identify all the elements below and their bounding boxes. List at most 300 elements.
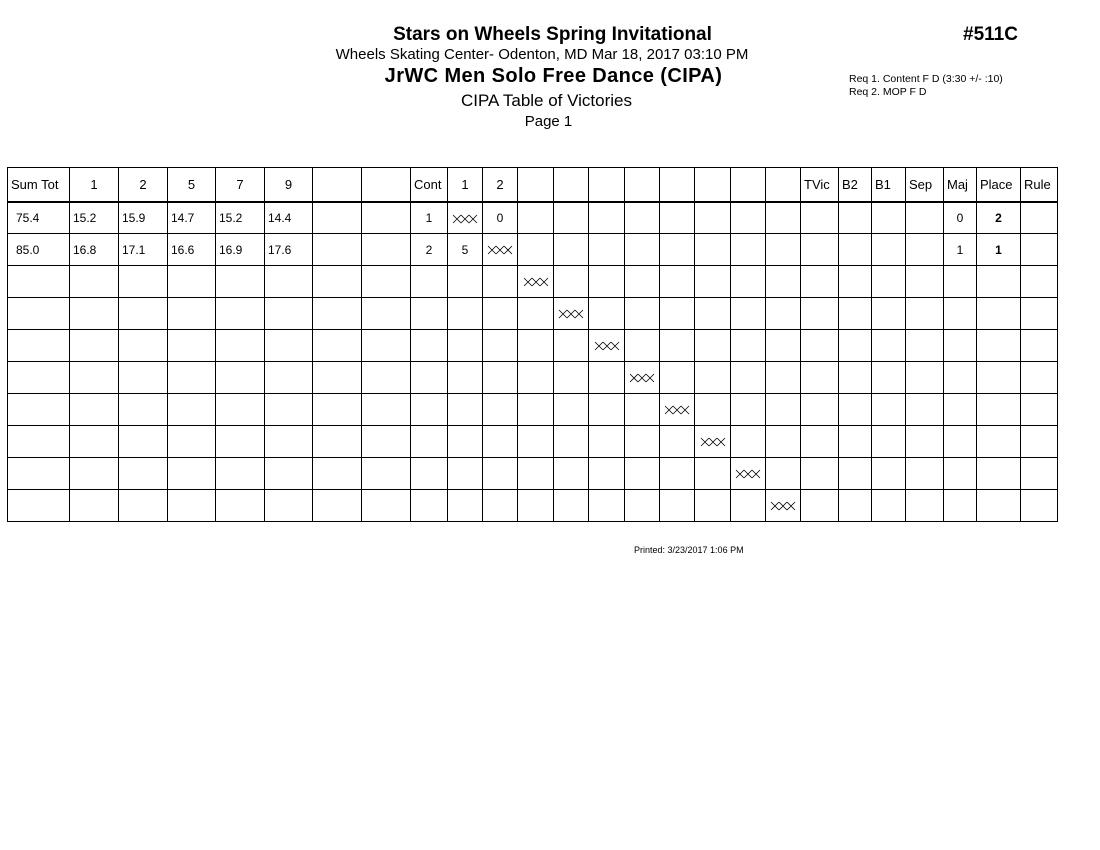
table-cell (766, 202, 801, 234)
table-cell (695, 202, 731, 234)
table-cell (168, 490, 216, 522)
table-cell (362, 266, 411, 298)
diagonal-cell (625, 362, 660, 394)
table-cell (977, 490, 1021, 522)
table-cell (695, 298, 731, 330)
table-cell (70, 362, 119, 394)
table-cell (906, 394, 944, 426)
table-cell (906, 458, 944, 490)
table-cell (660, 458, 695, 490)
table-cell (448, 362, 483, 394)
table-cell (906, 234, 944, 266)
table-cell (977, 330, 1021, 362)
table-cell (448, 266, 483, 298)
table-cell (518, 234, 554, 266)
table-cell (589, 490, 625, 522)
table-cell (313, 362, 362, 394)
table-cell (731, 362, 766, 394)
column-header: 9 (265, 168, 313, 202)
column-header: Rule (1021, 168, 1058, 202)
column-header (554, 168, 589, 202)
table-cell (265, 330, 313, 362)
table-row (8, 202, 1058, 234)
table-cell (766, 298, 801, 330)
table-cell (801, 266, 839, 298)
table-cell (872, 394, 906, 426)
table-cell: 2 (977, 202, 1021, 234)
table-cell: 17.6 (265, 234, 313, 266)
column-header: 5 (168, 168, 216, 202)
table-cell (906, 426, 944, 458)
table-cell (518, 458, 554, 490)
table-cell (554, 394, 589, 426)
table-row (8, 394, 1058, 426)
diagonal-xxx-mark (487, 245, 513, 255)
table-cell (872, 362, 906, 394)
table-cell (801, 330, 839, 362)
table-cell: 14.4 (265, 202, 313, 234)
table-cell (216, 330, 265, 362)
table-cell (695, 234, 731, 266)
table-cell (483, 490, 518, 522)
table-cell (839, 234, 872, 266)
table-cell (906, 298, 944, 330)
table-cell (731, 202, 766, 234)
diagonal-xxx-mark (770, 501, 796, 511)
table-cell (216, 394, 265, 426)
table-cell (168, 330, 216, 362)
table-row (8, 362, 1058, 394)
diagonal-xxx-mark (558, 309, 584, 319)
table-cell (362, 298, 411, 330)
table-row (8, 458, 1058, 490)
table-cell (265, 426, 313, 458)
table-cell (411, 394, 448, 426)
table-cell: 14.7 (168, 202, 216, 234)
table-cell (1021, 202, 1058, 234)
table-cell (872, 490, 906, 522)
table-cell (70, 458, 119, 490)
table-cell: 5 (448, 234, 483, 266)
table-cell (660, 426, 695, 458)
column-header: 1 (70, 168, 119, 202)
table-cell (872, 202, 906, 234)
table-cell (1021, 458, 1058, 490)
table-cell (839, 202, 872, 234)
table-cell (660, 298, 695, 330)
table-cell (168, 266, 216, 298)
table-cell (944, 394, 977, 426)
table-cell (625, 394, 660, 426)
table-cell (216, 298, 265, 330)
table-cell (589, 394, 625, 426)
table-cell (839, 298, 872, 330)
diagonal-cell (589, 330, 625, 362)
competition-title: Stars on Wheels Spring Invitational (393, 24, 712, 45)
table-cell (766, 234, 801, 266)
table-cell (448, 490, 483, 522)
diagonal-xxx-mark (629, 373, 655, 383)
header-row (8, 168, 1058, 202)
table-cell (483, 362, 518, 394)
table-cell (695, 394, 731, 426)
table-cell (731, 490, 766, 522)
table-cell (872, 298, 906, 330)
diagonal-xxx-mark (523, 277, 549, 287)
diagonal-xxx-mark (700, 437, 726, 447)
table-cell (518, 426, 554, 458)
table-cell (313, 298, 362, 330)
table-cell: 15.2 (70, 202, 119, 234)
diagonal-cell (660, 394, 695, 426)
table-cell (518, 330, 554, 362)
table-cell (411, 266, 448, 298)
table-cell (483, 394, 518, 426)
table-cell (625, 202, 660, 234)
table-cell (839, 266, 872, 298)
table-cell (313, 426, 362, 458)
diagonal-xxx-mark (735, 469, 761, 479)
table-cell (518, 202, 554, 234)
table-cell (731, 298, 766, 330)
table-cell (589, 202, 625, 234)
table-cell (483, 426, 518, 458)
table-cell (1021, 330, 1058, 362)
table-cell (362, 202, 411, 234)
table-row (8, 426, 1058, 458)
table-cell (625, 298, 660, 330)
table-cell (8, 394, 70, 426)
table-cell (660, 362, 695, 394)
table-cell (70, 490, 119, 522)
column-header (589, 168, 625, 202)
table-cell (265, 394, 313, 426)
table-cell (731, 394, 766, 426)
table-cell (944, 330, 977, 362)
table-cell (448, 426, 483, 458)
table-cell (589, 234, 625, 266)
column-header: 7 (216, 168, 265, 202)
column-header: B2 (839, 168, 872, 202)
table-cell (411, 490, 448, 522)
table-cell (906, 330, 944, 362)
table-cell (554, 458, 589, 490)
table-cell (906, 202, 944, 234)
column-header: Sep (906, 168, 944, 202)
table-cell (801, 298, 839, 330)
table-cell (554, 362, 589, 394)
table-cell (313, 458, 362, 490)
table-cell: 15.9 (119, 202, 168, 234)
table-cell (119, 394, 168, 426)
table-cell (119, 490, 168, 522)
column-header (362, 168, 411, 202)
table-cell (839, 362, 872, 394)
table-cell (766, 426, 801, 458)
table-cell (483, 330, 518, 362)
column-header (660, 168, 695, 202)
table-cell (977, 458, 1021, 490)
table-cell (554, 426, 589, 458)
table-cell (872, 426, 906, 458)
table-row (8, 266, 1058, 298)
table-cell (660, 330, 695, 362)
table-cell: 75.4 (8, 202, 70, 234)
table-cell (483, 266, 518, 298)
table-cell: 85.0 (8, 234, 70, 266)
table-cell (411, 426, 448, 458)
table-cell (625, 490, 660, 522)
table-cell (589, 426, 625, 458)
event-number: #511C (963, 24, 1018, 45)
table-cell (731, 330, 766, 362)
table-cell (518, 490, 554, 522)
table-row (8, 490, 1058, 522)
column-header: Maj (944, 168, 977, 202)
table-cell (839, 490, 872, 522)
table-cell (216, 266, 265, 298)
table-cell (8, 362, 70, 394)
table-cell (695, 490, 731, 522)
table-cell (168, 298, 216, 330)
table-cell (589, 266, 625, 298)
table-cell (801, 394, 839, 426)
table-cell (448, 298, 483, 330)
table-cell (362, 426, 411, 458)
table-cell (362, 458, 411, 490)
table-cell (1021, 234, 1058, 266)
table-cell (265, 266, 313, 298)
table-cell (977, 362, 1021, 394)
table-cell (660, 234, 695, 266)
column-header: 2 (483, 168, 518, 202)
table-cell (944, 362, 977, 394)
xxx-mark (584, 307, 585, 308)
table-cell (8, 490, 70, 522)
table-cell (801, 458, 839, 490)
venue-date-line: Wheels Skating Center- Odenton, MD Mar 18, 2017 03:10 PM (335, 46, 749, 63)
table-cell (265, 362, 313, 394)
table-cell (119, 362, 168, 394)
table-cell (801, 426, 839, 458)
table-cell (660, 266, 695, 298)
table-cell (625, 426, 660, 458)
printed-timestamp: Printed: 3/23/2017 1:06 PM (634, 545, 744, 555)
table-cell (695, 330, 731, 362)
table-cell (216, 458, 265, 490)
table-cell (411, 330, 448, 362)
column-header: Cont (411, 168, 448, 202)
table-row (8, 330, 1058, 362)
table-cell (977, 394, 1021, 426)
table-cell (731, 266, 766, 298)
column-header (731, 168, 766, 202)
table-cell (362, 362, 411, 394)
table-cell (8, 298, 70, 330)
table-cell (801, 202, 839, 234)
table-cell (1021, 426, 1058, 458)
xxx-mark (655, 371, 656, 372)
diagonal-cell (695, 426, 731, 458)
column-header (313, 168, 362, 202)
xxx-mark (761, 467, 762, 468)
table-cell (265, 490, 313, 522)
table-cell (8, 426, 70, 458)
table-cell (448, 394, 483, 426)
table-cell (801, 234, 839, 266)
table-cell (1021, 362, 1058, 394)
table-cell: 0 (483, 202, 518, 234)
table-cell (362, 490, 411, 522)
table-cell (589, 458, 625, 490)
table-cell (1021, 394, 1058, 426)
table-cell (70, 426, 119, 458)
diagonal-cell (448, 202, 483, 234)
table-cell (1021, 490, 1058, 522)
table-cell (660, 202, 695, 234)
table-cell: 16.9 (216, 234, 265, 266)
table-cell (731, 426, 766, 458)
table-cell: 2 (411, 234, 448, 266)
table-cell (589, 362, 625, 394)
table-cell (906, 266, 944, 298)
table-cell (8, 458, 70, 490)
table-cell (448, 458, 483, 490)
table-cell (70, 394, 119, 426)
xxx-mark (690, 403, 691, 404)
table-cell (313, 330, 362, 362)
table-cell (872, 458, 906, 490)
table-cell (168, 394, 216, 426)
table-cell (906, 362, 944, 394)
table-cell (70, 330, 119, 362)
table-cell (766, 362, 801, 394)
diagonal-cell (518, 266, 554, 298)
table-cell (839, 394, 872, 426)
table-cell (313, 490, 362, 522)
table-cell (313, 266, 362, 298)
table-cell (518, 394, 554, 426)
table-cell (977, 298, 1021, 330)
column-header (518, 168, 554, 202)
table-cell (168, 426, 216, 458)
column-header: B1 (872, 168, 906, 202)
table-cell (554, 266, 589, 298)
event-name: JrWC Men Solo Free Dance (CIPA) (384, 65, 723, 87)
table-cell (483, 298, 518, 330)
column-header (766, 168, 801, 202)
diagonal-cell (766, 490, 801, 522)
table-cell (839, 330, 872, 362)
table-cell: 17.1 (119, 234, 168, 266)
table-name: CIPA Table of Victories (460, 91, 633, 110)
table-cell: 15.2 (216, 202, 265, 234)
table-cell (766, 330, 801, 362)
table-cell (362, 234, 411, 266)
table-cell (119, 330, 168, 362)
table-cell: 16.8 (70, 234, 119, 266)
table-row (8, 298, 1058, 330)
table-cell (660, 490, 695, 522)
table-cell (625, 234, 660, 266)
xxx-mark (549, 275, 550, 276)
table-cell (518, 298, 554, 330)
xxx-mark (726, 435, 727, 436)
table-cell (695, 458, 731, 490)
diagonal-xxx-mark (664, 405, 690, 415)
table-cell (265, 298, 313, 330)
table-cell (554, 202, 589, 234)
table-cell (168, 458, 216, 490)
table-cell (801, 490, 839, 522)
diagonal-cell (554, 298, 589, 330)
xxx-mark (478, 211, 479, 212)
column-header: Sum Tot (8, 168, 70, 202)
table-cell (483, 458, 518, 490)
table-cell (589, 298, 625, 330)
table-cell (119, 298, 168, 330)
requirement-2: Req 2. MOP F D (849, 86, 927, 98)
table-cell (944, 458, 977, 490)
table-cell: 1 (944, 234, 977, 266)
table-cell (872, 234, 906, 266)
table-cell (1021, 298, 1058, 330)
diagonal-xxx-mark (594, 341, 620, 351)
table-cell (362, 394, 411, 426)
table-cell (1021, 266, 1058, 298)
table-cell (766, 458, 801, 490)
table-cell (695, 362, 731, 394)
table-cell (977, 426, 1021, 458)
table-cell (411, 298, 448, 330)
column-header: TVic (801, 168, 839, 202)
table-cell (448, 330, 483, 362)
column-header: Place (977, 168, 1021, 202)
diagonal-cell (731, 458, 766, 490)
table-cell (554, 234, 589, 266)
xxx-mark (620, 339, 621, 340)
table-cell: 1 (411, 202, 448, 234)
requirement-1: Req 1. Content F D (3:30 +/- :10) (849, 73, 1003, 85)
table-cell (119, 458, 168, 490)
table-cell (119, 426, 168, 458)
table-cell (944, 426, 977, 458)
table-cell (313, 202, 362, 234)
table-row (8, 234, 1058, 266)
table-cell (801, 362, 839, 394)
table-cell (695, 266, 731, 298)
table-cell (216, 362, 265, 394)
table-cell (70, 298, 119, 330)
table-cell (944, 490, 977, 522)
column-header: 1 (448, 168, 483, 202)
table-cell (411, 362, 448, 394)
page-number: Page 1 (524, 113, 573, 130)
table-cell (411, 458, 448, 490)
table-cell (839, 426, 872, 458)
column-header (695, 168, 731, 202)
column-header (625, 168, 660, 202)
table-cell (944, 266, 977, 298)
table-cell (70, 266, 119, 298)
xxx-mark (796, 499, 797, 500)
column-header: 2 (119, 168, 168, 202)
table-cell (362, 330, 411, 362)
table-cell: 1 (977, 234, 1021, 266)
table-cell (313, 394, 362, 426)
table-cell (216, 426, 265, 458)
victories-table (7, 167, 1058, 522)
